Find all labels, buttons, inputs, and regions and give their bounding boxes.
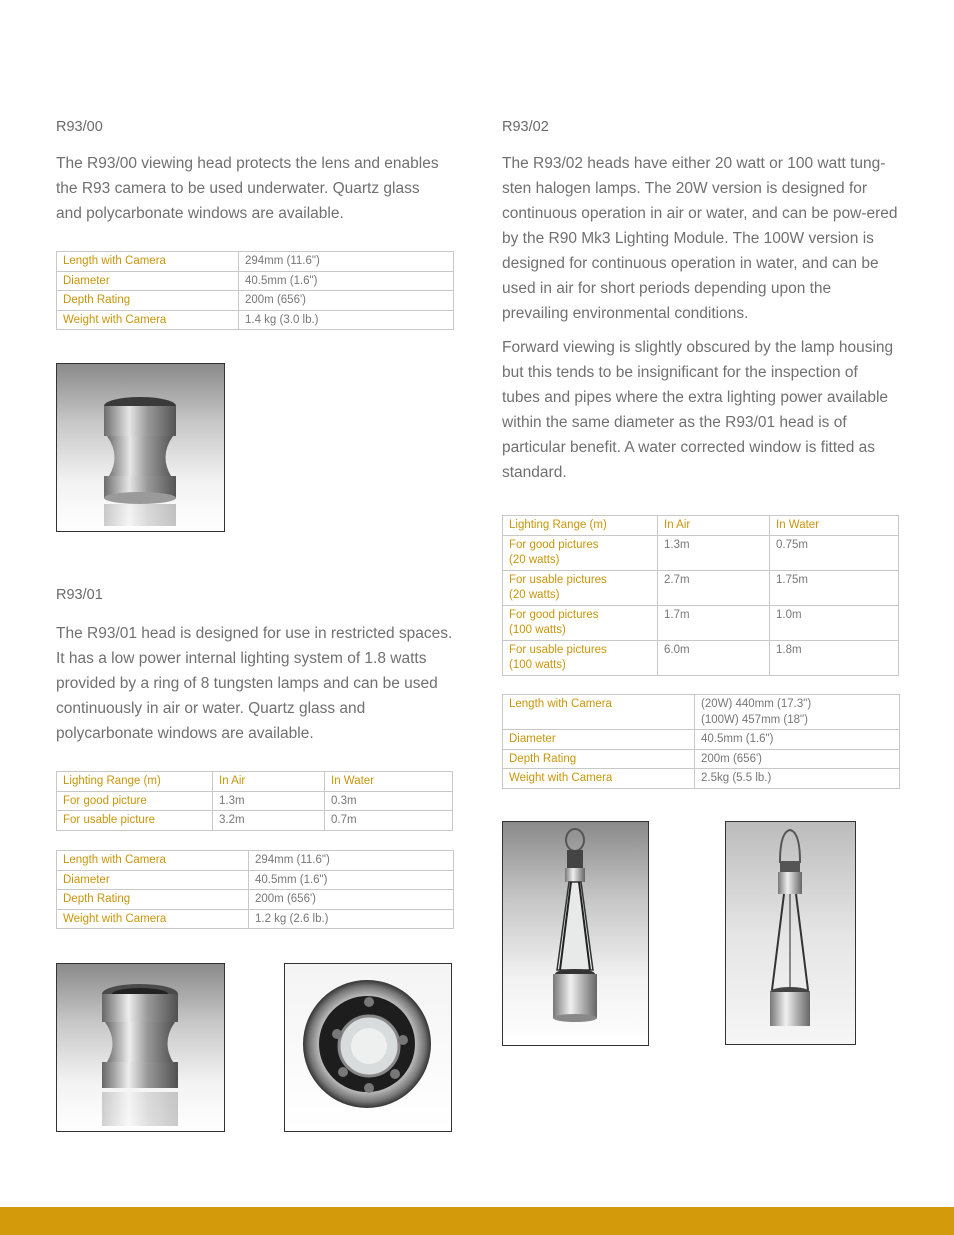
row-label: For usable picture: [57, 811, 213, 831]
r93-00-heading: R93/00: [56, 119, 103, 135]
table-row: [503, 535, 899, 570]
table-row: [57, 791, 453, 811]
table-row: [503, 570, 899, 605]
table-row: [57, 890, 454, 910]
r93-02-description: The R93/02 heads have either 20 watt or 100 watt tung-sten halogen lamps. The 20W version is designed for continuous operation in air or water, and can be pow-ered by the R90 Mk3 Lighting Module. The 100W version is designed for continuous operation in water, and can be used in air for short periods depending upon the prevailing environmental conditions.: [502, 155, 898, 322]
spec-label: Depth Rating: [503, 749, 695, 769]
spec-label: Diameter: [57, 870, 249, 890]
column-header: In Air: [213, 772, 325, 792]
table-row: [503, 640, 899, 675]
r93-01-description: The R93/01 head is designed for use in restricted spaces. It has a low power internal lighting system of 1.8 watts provided by a ring of 8 tungsten lamps and can be used continuously in air or water. Quartz glass and polycarbonate windows are available.: [56, 625, 453, 742]
r93-02-section: [502, 119, 900, 485]
spec-label: Depth Rating: [57, 291, 239, 311]
column-header: In Water: [770, 516, 899, 536]
spec-value: 40.5mm (1.6"): [249, 870, 454, 890]
spec-value: 2.5kg (5.5 lb.): [695, 769, 900, 789]
table-row: [57, 252, 454, 272]
table-row: [57, 811, 453, 831]
r93-02-spec-table: [502, 694, 900, 789]
spec-label: Diameter: [57, 271, 239, 291]
table-row: [503, 695, 900, 730]
spec-label: Length with Camera: [503, 695, 695, 730]
spec-label: Weight with Camera: [57, 909, 249, 929]
column-header: In Water: [325, 772, 453, 792]
column-header: Lighting Range (m): [503, 516, 658, 536]
spec-label: Length with Camera: [57, 252, 239, 272]
in-water-value: 0.75m: [770, 535, 899, 570]
r93-01-spec-table: [56, 850, 454, 929]
column-header: In Air: [658, 516, 770, 536]
in-water-value: 0.7m: [325, 811, 453, 831]
spec-label: Depth Rating: [57, 890, 249, 910]
in-water-value: 1.75m: [770, 570, 899, 605]
footer-bar: [0, 1207, 954, 1235]
spec-value: 200m (656'): [249, 890, 454, 910]
spec-label: Diameter: [503, 730, 695, 750]
spec-value: (20W) 440mm (17.3") (100W) 457mm (18"): [695, 695, 900, 730]
row-label: For usable pictures (20 watts): [503, 570, 658, 605]
spec-value: 294mm (11.6"): [239, 252, 454, 272]
row-label: For good pictures (20 watts): [503, 535, 658, 570]
r93-00-spec-table: [56, 251, 454, 330]
table-header-row: [503, 516, 899, 536]
r93-01-heading: R93/01: [56, 587, 103, 603]
in-water-value: 0.3m: [325, 791, 453, 811]
table-row: [57, 310, 454, 330]
table-header-row: [57, 772, 453, 792]
in-air-value: 1.3m: [658, 535, 770, 570]
row-label: For good picture: [57, 791, 213, 811]
r93-02-lighting-table: [502, 515, 899, 676]
spec-value: 40.5mm (1.6"): [239, 271, 454, 291]
spec-value: 294mm (11.6"): [249, 851, 454, 871]
table-row: [57, 909, 454, 929]
table-row: [503, 769, 900, 789]
r93-00-product-photo: [56, 363, 225, 532]
spec-label: Length with Camera: [57, 851, 249, 871]
in-water-value: 1.8m: [770, 640, 899, 675]
table-row: [57, 870, 454, 890]
in-air-value: 2.7m: [658, 570, 770, 605]
table-row: [57, 851, 454, 871]
in-air-value: 1.3m: [213, 791, 325, 811]
r93-01-side-photo: [56, 963, 225, 1132]
in-air-value: 1.7m: [658, 605, 770, 640]
spec-value: 200m (656'): [239, 291, 454, 311]
in-air-value: 3.2m: [213, 811, 325, 831]
spec-value: 200m (656'): [695, 749, 900, 769]
r93-01-section: [56, 587, 454, 746]
spec-value: 40.5mm (1.6"): [695, 730, 900, 750]
r93-02-description-2: Forward viewing is slightly obscured by the lamp housing but this tends to be insignificant for the inspection of tubes and pipes where the extra lighting power available within the same diameter as the R93/01 head is of particular benefit. A water corrected window is fitted as standard.: [502, 339, 894, 481]
r93-00-section: [56, 119, 454, 226]
in-air-value: 6.0m: [658, 640, 770, 675]
r93-01-front-photo: [284, 963, 452, 1132]
row-label: For good pictures (100 watts): [503, 605, 658, 640]
spec-label: Weight with Camera: [57, 310, 239, 330]
spec-label: Weight with Camera: [503, 769, 695, 789]
table-row: [57, 271, 454, 291]
table-row: [503, 749, 900, 769]
r93-02-20w-photo: [502, 821, 649, 1046]
table-row: [503, 605, 899, 640]
r93-00-description: The R93/00 viewing head protects the lens and enables the R93 camera to be used underwater. Quartz glass and polycarbonate windows are available.: [56, 155, 439, 222]
row-label: For usable pictures (100 watts): [503, 640, 658, 675]
table-row: [57, 291, 454, 311]
r93-01-lighting-table: [56, 771, 453, 831]
r93-02-100w-photo: [725, 821, 856, 1045]
spec-value: 1.4 kg (3.0 lb.): [239, 310, 454, 330]
spec-value: 1.2 kg (2.6 lb.): [249, 909, 454, 929]
column-header: Lighting Range (m): [57, 772, 213, 792]
in-water-value: 1.0m: [770, 605, 899, 640]
table-row: [503, 730, 900, 750]
r93-02-heading: R93/02: [502, 119, 549, 135]
